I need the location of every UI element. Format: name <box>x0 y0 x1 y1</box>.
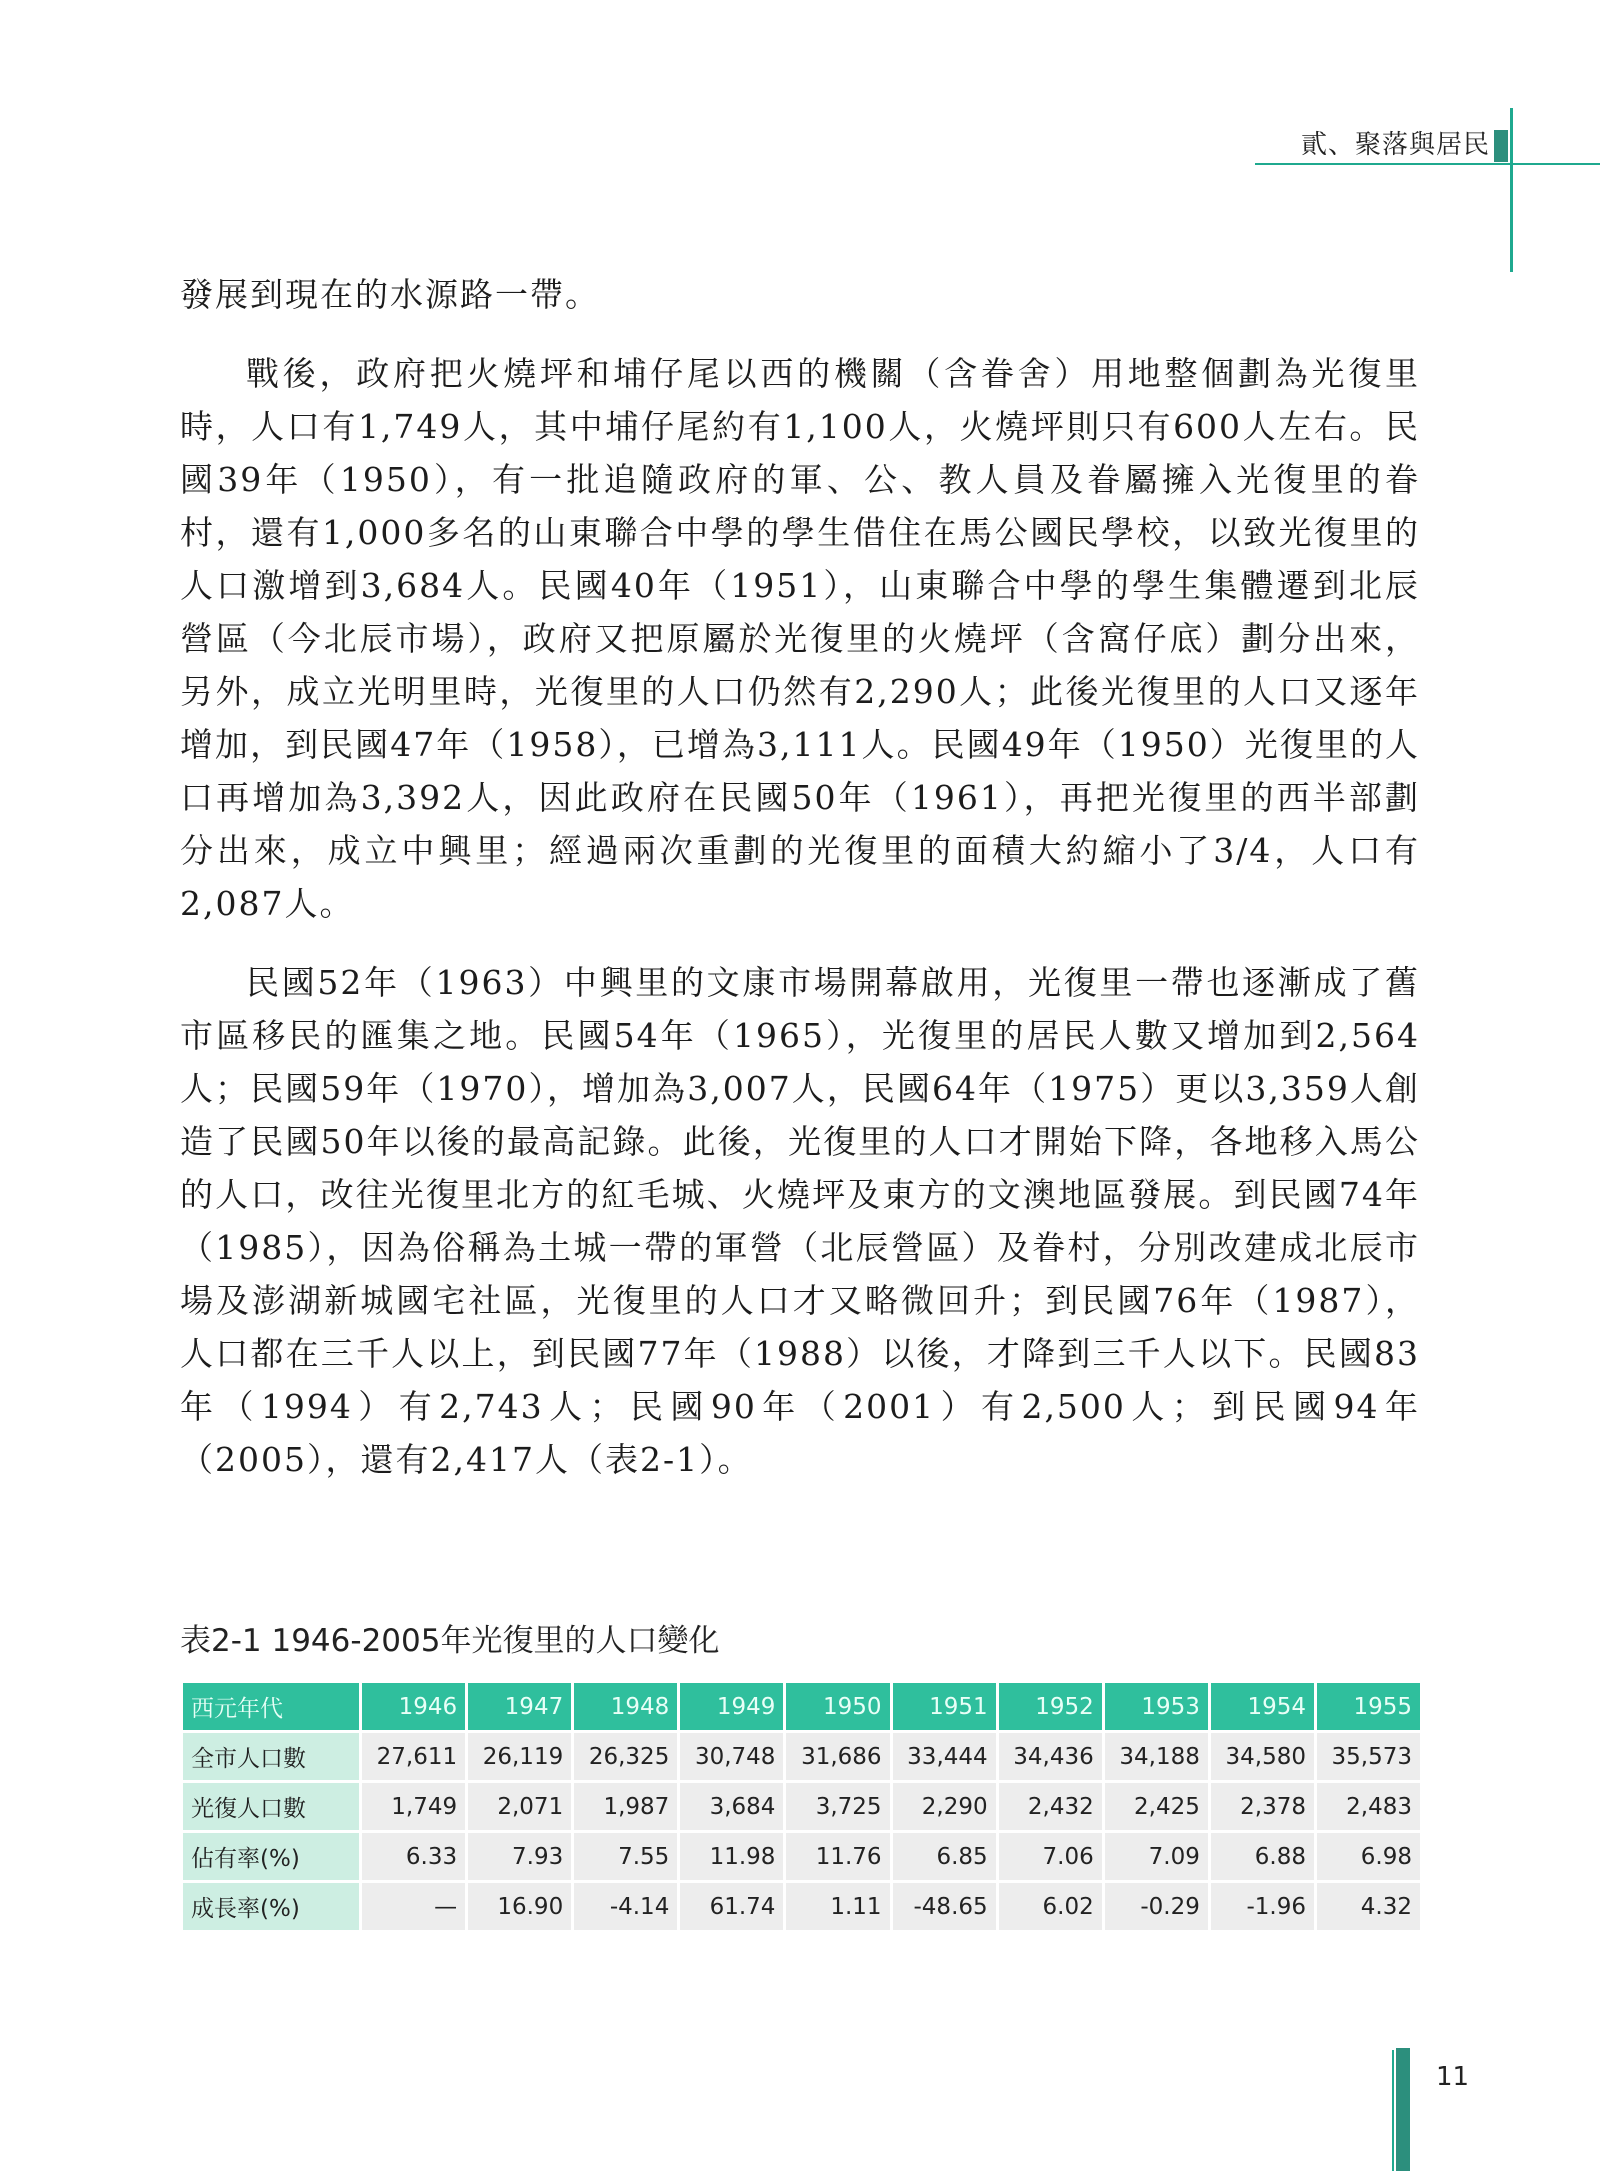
header-accent-block <box>1494 130 1508 162</box>
year-cell: 1948 <box>573 1682 679 1732</box>
data-cell: -48.65 <box>891 1882 997 1931</box>
data-cell: 1,749 <box>361 1782 467 1832</box>
header-vertical-rule <box>1510 108 1513 272</box>
table-row-growth <box>182 1882 1421 1931</box>
data-cell: 61.74 <box>679 1882 785 1931</box>
data-cell: -4.14 <box>573 1882 679 1931</box>
data-cell: 27,611 <box>361 1732 467 1782</box>
data-cell: 34,580 <box>1209 1732 1315 1782</box>
data-cell: 2,483 <box>1315 1782 1420 1832</box>
data-cell: 2,071 <box>467 1782 573 1832</box>
data-cell: 16.90 <box>467 1882 573 1931</box>
paragraph-continuation: 發展到現在的水源路一帶。 <box>180 275 600 314</box>
table-row-share <box>182 1832 1421 1882</box>
row-label: 光復人口數 <box>182 1782 361 1832</box>
footer-accent-bar <box>1396 2048 1410 2171</box>
year-cell: 1951 <box>891 1682 997 1732</box>
paragraph-postwar: 戰後，政府把火燒坪和埔仔尾以西的機關（含眷舍）用地整個劃為光復里時，人口有1,749人，其中埔仔尾約有1,100人，火燒坪則只有600人左右。民國39年（1950），有一批追隨政府的軍、公、教人員及眷屬擁入光復里的眷村，還有1,000多名的山東聯合中學的學生借住在馬公國民學校，以致光復里的人口激增到3,684人。民國40年（1951），山東聯合中學的學生集體遷到北辰營區（今北辰市場），政府又把原屬於光復里的火燒坪（含窩仔底）劃分出來，另外，成立光明里時，光復里的人口仍然有2,290人；此後光復里的人口又逐年增加，到民國47年（1958），已增為3,111人。民國49年（1950）光復里的人口再增加為3,392人，因此政府在民國50年（1961），再把光復里的西半部劃分出來，成立中興里；經過兩次重劃的光復里的面積大約縮小了3/4，人口有2,087人。 <box>180 354 1420 923</box>
data-cell: 2,432 <box>997 1782 1103 1832</box>
footer-rule <box>1392 2050 1394 2171</box>
data-cell: 1,987 <box>573 1782 679 1832</box>
header-horizontal-rule <box>1255 163 1600 165</box>
data-cell: 35,573 <box>1315 1732 1420 1782</box>
data-cell: 6.88 <box>1209 1832 1315 1882</box>
data-cell: 34,188 <box>1103 1732 1209 1782</box>
data-cell: 11.98 <box>679 1832 785 1882</box>
data-cell: — <box>361 1882 467 1931</box>
table-row-city-population <box>182 1732 1421 1782</box>
year-cell: 1947 <box>467 1682 573 1732</box>
data-cell: 7.06 <box>997 1832 1103 1882</box>
data-cell: 34,436 <box>997 1732 1103 1782</box>
data-cell: 6.02 <box>997 1882 1103 1931</box>
table-caption: 表2-1 1946-2005年光復里的人口變化 <box>180 1623 720 1659</box>
data-cell: 30,748 <box>679 1732 785 1782</box>
year-cell: 1955 <box>1315 1682 1420 1732</box>
row-label: 全市人口數 <box>182 1732 361 1782</box>
chapter-title: 貳、聚落與居民 <box>1300 130 1490 160</box>
year-cell: 1953 <box>1103 1682 1209 1732</box>
data-cell: 31,686 <box>785 1732 891 1782</box>
table-row-guangfu-population <box>182 1782 1421 1832</box>
body-text <box>180 268 1420 1486</box>
data-cell: 26,119 <box>467 1732 573 1782</box>
paragraph-population-trend: 民國52年（1963）中興里的文康市場開幕啟用，光復里一帶也逐漸成了舊市區移民的匯集之地。民國54年（1965），光復里的居民人數又增加到2,564人；民國59年（1970），增加為3,007人，民國64年（1975）更以3,359人創造了民國50年以後的最高記錄。此後，光復里的人口才開始下降，各地移入馬公的人口，改往光復里北方的紅毛城、火燒坪及東方的文澳地區發展。到民國74年（1985），因為俗稱為土城一帶的軍營（北辰營區）及眷村，分別改建成北辰市場及澎湖新城國宅社區，光復里的人口才又略微回升；到民國76年（1987），人口都在三千人以上，到民國77年（1988）以後，才降到三千人以下。民國83年（1994）有2,743人；民國90年（2001）有2,500人；到民國94年（2005），還有2,417人（表2-1）。 <box>180 963 1420 1479</box>
data-cell: 7.09 <box>1103 1832 1209 1882</box>
year-cell: 1950 <box>785 1682 891 1732</box>
data-cell: 3,725 <box>785 1782 891 1832</box>
page-number: 11 <box>1436 2062 1470 2092</box>
data-cell: -0.29 <box>1103 1882 1209 1931</box>
data-cell: 3,684 <box>679 1782 785 1832</box>
data-cell: 2,425 <box>1103 1782 1209 1832</box>
year-cell: 1954 <box>1209 1682 1315 1732</box>
data-cell: 7.55 <box>573 1832 679 1882</box>
table-header-row <box>182 1682 1421 1732</box>
year-cell: 1949 <box>679 1682 785 1732</box>
data-cell: -1.96 <box>1209 1882 1315 1931</box>
row-label: 佔有率(%) <box>182 1832 361 1882</box>
data-cell: 2,378 <box>1209 1782 1315 1832</box>
year-cell: 1952 <box>997 1682 1103 1732</box>
data-cell: 6.98 <box>1315 1832 1420 1882</box>
data-cell: 6.85 <box>891 1832 997 1882</box>
year-cell: 1946 <box>361 1682 467 1732</box>
data-cell: 6.33 <box>361 1832 467 1882</box>
data-cell: 33,444 <box>891 1732 997 1782</box>
row-label: 成長率(%) <box>182 1882 361 1931</box>
data-cell: 11.76 <box>785 1832 891 1882</box>
data-cell: 2,290 <box>891 1782 997 1832</box>
data-cell: 4.32 <box>1315 1882 1420 1931</box>
data-cell: 1.11 <box>785 1882 891 1931</box>
data-cell: 7.93 <box>467 1832 573 1882</box>
population-table <box>180 1680 1420 1930</box>
header-label-cell: 西元年代 <box>182 1682 361 1732</box>
data-cell: 26,325 <box>573 1732 679 1782</box>
